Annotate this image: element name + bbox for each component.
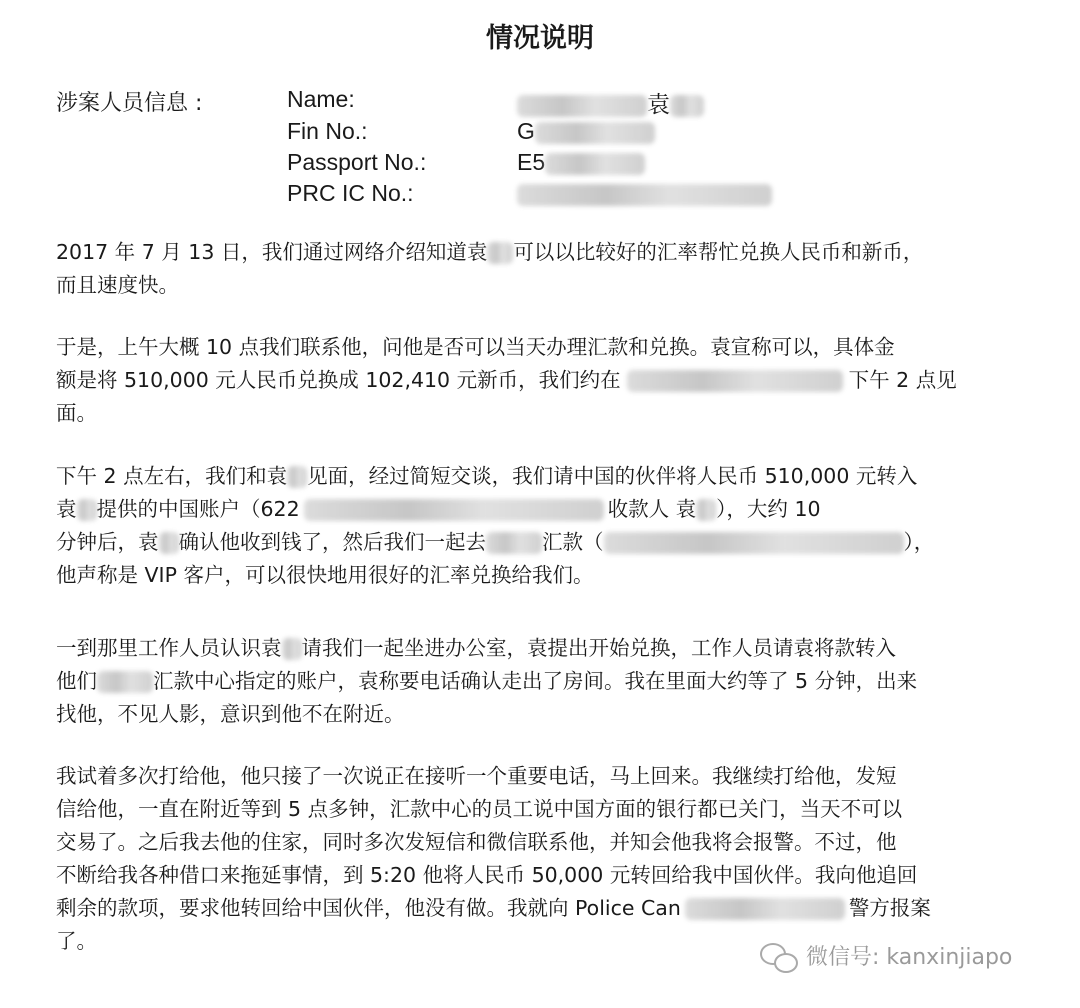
redaction (670, 95, 704, 117)
redaction (97, 671, 153, 693)
redaction (487, 242, 513, 264)
name-suffix: 袁 (647, 91, 670, 117)
redaction (535, 122, 655, 144)
paragraph-line: 2017 年 7 月 13 日，我们通过网络介绍知道袁 可以以比较好的汇率帮忙兑换人民币和新币， (56, 240, 924, 264)
field-passport-value (517, 149, 645, 176)
paragraph-line: 他声称是 VIP 客户，可以很快地用很好的汇率兑换给我们。 (56, 563, 594, 587)
redaction (627, 370, 843, 392)
paragraph-line: 而且速度快。 (56, 273, 179, 297)
paragraph-2 (56, 331, 1026, 430)
paragraph-3 (56, 460, 1026, 592)
paragraph-4 (56, 632, 1026, 731)
field-passport-label: Passport No.: (287, 149, 427, 175)
field-name-label: Name: (287, 86, 355, 112)
field-name-value (517, 86, 704, 119)
field-fin-label: Fin No.: (287, 118, 368, 144)
paragraph-line: 一到那里工作人员认识袁 请我们一起坐进办公室，袁提出开始兑换，工作人员请袁将款转入 (56, 636, 896, 660)
paragraph-line: 我试着多次打给他，他只接了一次说正在接听一个重要电话，马上回来。我继续打给他，发短 (56, 764, 897, 788)
paragraph-line: 找他，不见人影，意识到他不在附近。 (56, 702, 405, 726)
wechat-icon (760, 941, 798, 971)
paragraph-line: 袁 提供的中国账户（622 收款人 袁 ），大约 10 (56, 497, 821, 521)
paragraph-line: 信给他，一直在附近等到 5 点多钟，汇款中心的员工说中国方面的银行都已关门，当天不可以 (56, 797, 903, 821)
paragraph-line: 不断给我各种借口来拖延事情，到 5:20 他将人民币 50,000 元转回给我中国伙伴。我向他追回 (56, 863, 918, 887)
paragraph-line: 交易了。之后我去他的住家，同时多次发短信和微信联系他，并知会他我将会报警。不过，他 (56, 830, 897, 854)
suspect-info-label: 涉案人员信息 : (56, 91, 203, 116)
redaction (282, 638, 302, 660)
document-title: 情况说明 (486, 23, 594, 54)
fin-prefix: G (517, 118, 535, 144)
paragraph-line: 面。 (56, 401, 97, 425)
paragraph-line: 剩余的款项，要求他转回给中国伙伴，他没有做。我就向 Police Can 警方报案 (56, 896, 931, 920)
redaction (685, 898, 845, 920)
redaction (77, 499, 97, 521)
redaction (517, 95, 647, 117)
redaction (287, 466, 307, 488)
field-fin-value (517, 118, 655, 145)
paragraph-1 (56, 236, 1026, 302)
redaction (545, 153, 645, 175)
field-prc-ic-value (517, 180, 772, 207)
redaction (486, 532, 542, 554)
paragraph-5 (56, 760, 1026, 958)
paragraph-line: 额是将 510,000 元人民币兑换成 102,410 元新币，我们约在 下午 2 点见 (56, 368, 957, 392)
redaction (696, 499, 716, 521)
passport-prefix: E5 (517, 149, 546, 175)
paragraph-line: 于是，上午大概 10 点我们联系他，问他是否可以当天办理汇款和兑换。袁宣称可以，具体金 (56, 335, 895, 359)
field-prc-ic-label: PRC IC No.: (287, 180, 414, 206)
redaction (604, 532, 904, 554)
redaction (159, 532, 179, 554)
paragraph-line: 分钟后，袁 确认他收到钱了，然后我们一起去 汇款（ ）， (56, 530, 935, 554)
wechat-watermark (760, 940, 1012, 971)
redaction (517, 184, 772, 206)
paragraph-line: 下午 2 点左右，我们和袁 见面，经过简短交谈，我们请中国的伙伴将人民币 510,000 元转入 (56, 464, 918, 488)
paragraph-line: 他们 汇款中心指定的账户，袁称要电话确认走出了房间。我在里面大约等了 5 分钟，出来 (56, 669, 918, 693)
watermark-text: 微信号: kanxinjiapo (806, 945, 1013, 970)
redaction (304, 499, 604, 521)
paragraph-line: 了。 (56, 929, 97, 953)
